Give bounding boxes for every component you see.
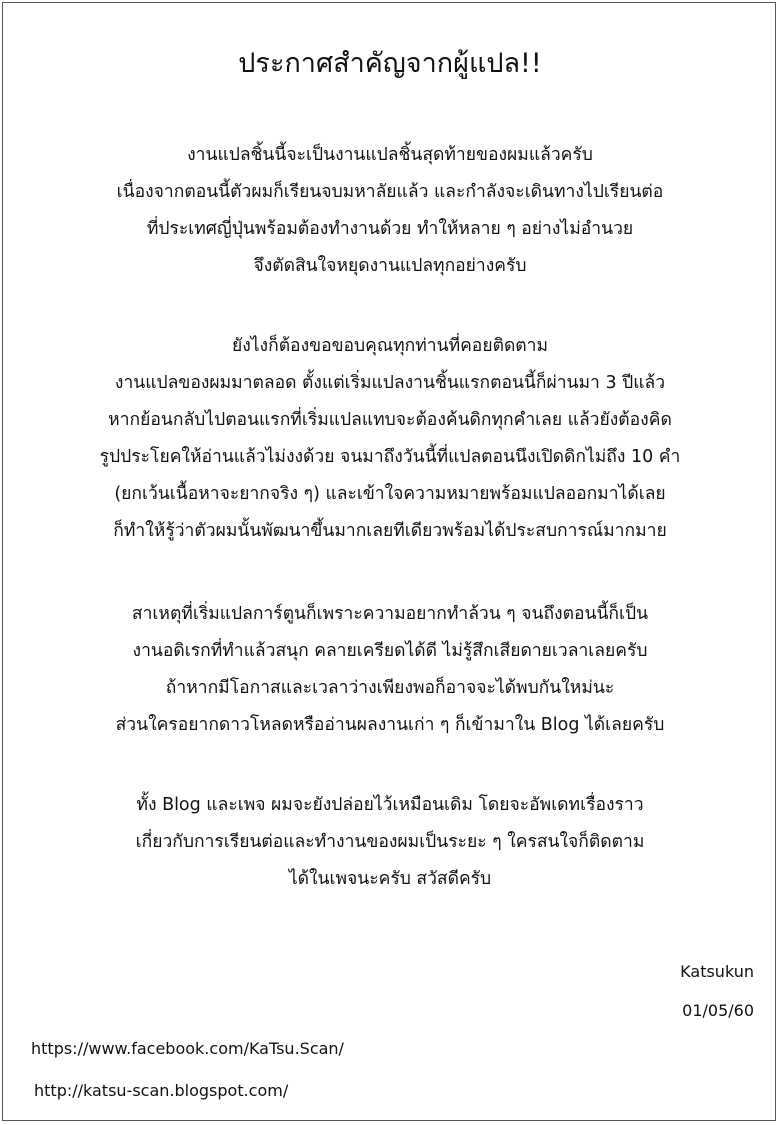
paragraph-line: งานแปลของผมมาตลอด ตั้งแต่เริ่มแปลงานชิ้นแรกตอนนี้ก็ผ่านมา 3 ปีแล้ว	[114, 373, 666, 393]
paragraph-line: หากย้อนกลับไปตอนแรกที่เริ่มแปลแทบจะต้องค้นดิกทุกคำเลย แล้วยังต้องคิด	[108, 410, 672, 430]
page-title: ประกาศสำคัญจากผู้แปล!!	[238, 48, 542, 79]
paragraph-line: (ยกเว้นเนื้อหาจะยากจริง ๆ) และเข้าใจความหมายพร้อมแปลออกมาได้เลย	[114, 484, 666, 504]
paragraph-closing	[0, 787, 780, 898]
paragraph-line: งานอดิเรกที่ทำแล้วสนุก คลายเครียดได้ดี ไม่รู้สึกเสียดายเวลาเลยครับ	[132, 641, 648, 661]
paragraph-line: เกี่ยวกับการเรียนต่อและทำงานของผมเป็นระยะ ๆ ใครสนใจก็ติดตาม	[135, 832, 645, 852]
paragraph-line: เนื่องจากตอนนี้ตัวผมก็เรียนจบมหาลัยแล้ว และกำลังจะเดินทางไปเรียนต่อ	[116, 182, 664, 202]
paragraph-line: ได้ในเพจนะครับ สวัสดีครับ	[288, 869, 492, 889]
paragraph-hobby	[0, 596, 780, 744]
paragraph-line: ถ้าหากมีโอกาสและเวลาว่างเพียงพอก็อาจจะได้พบกันใหม่นะ	[165, 678, 615, 698]
paragraph-line: รูปประโยคให้อ่านแล้วไม่งงด้วย จนมาถึงวันนี้ที่แปลตอนนึงเปิดดิกไม่ถึง 10 คำ	[99, 447, 681, 467]
paragraph-line: จึงตัดสินใจหยุดงานแปลทุกอย่างครับ	[253, 256, 527, 276]
paragraph-line: งานแปลชิ้นนี้จะเป็นงานแปลชิ้นสุดท้ายของผมแล้วครับ	[187, 145, 593, 165]
paragraph-line: ทั้ง Blog และเพจ ผมจะยังปล่อยไว้เหมือนเดิม โดยจะอัพเดทเรื่องราว	[136, 795, 644, 815]
paragraph-farewell-reason	[0, 137, 780, 285]
paragraph-line: ก็ทำให้รู้ว่าตัวผมนั้นพัฒนาขึ้นมากเลยทีเดียวพร้อมได้ประสบการณ์มากมาย	[113, 521, 667, 541]
signature-name: Katsukun	[680, 962, 754, 981]
paragraph-line: ที่ประเทศญี่ปุ่นพร้อมต้องทำงานด้วย ทำให้หลาย ๆ อย่างไม่อำนวย	[146, 219, 634, 239]
paragraph-line: สาเหตุที่เริ่มแปลการ์ตูนก็เพราะความอยากทำล้วน ๆ จนถึงตอนนี้ก็เป็น	[131, 604, 649, 624]
paragraph-thanks	[0, 328, 780, 550]
facebook-link[interactable]: https://www.facebook.com/KaTsu.Scan/	[31, 1039, 344, 1058]
paragraph-line: ยังไงก็ต้องขอขอบคุณทุกท่านที่คอยติดตาม	[231, 336, 549, 356]
blog-link[interactable]: http://katsu-scan.blogspot.com/	[34, 1081, 289, 1100]
signature-date: 01/05/60	[682, 1001, 754, 1020]
paragraph-line: ส่วนใครอยากดาวโหลดหรืออ่านผลงานเก่า ๆ ก็เข้ามาใน Blog ได้เลยครับ	[115, 715, 665, 735]
